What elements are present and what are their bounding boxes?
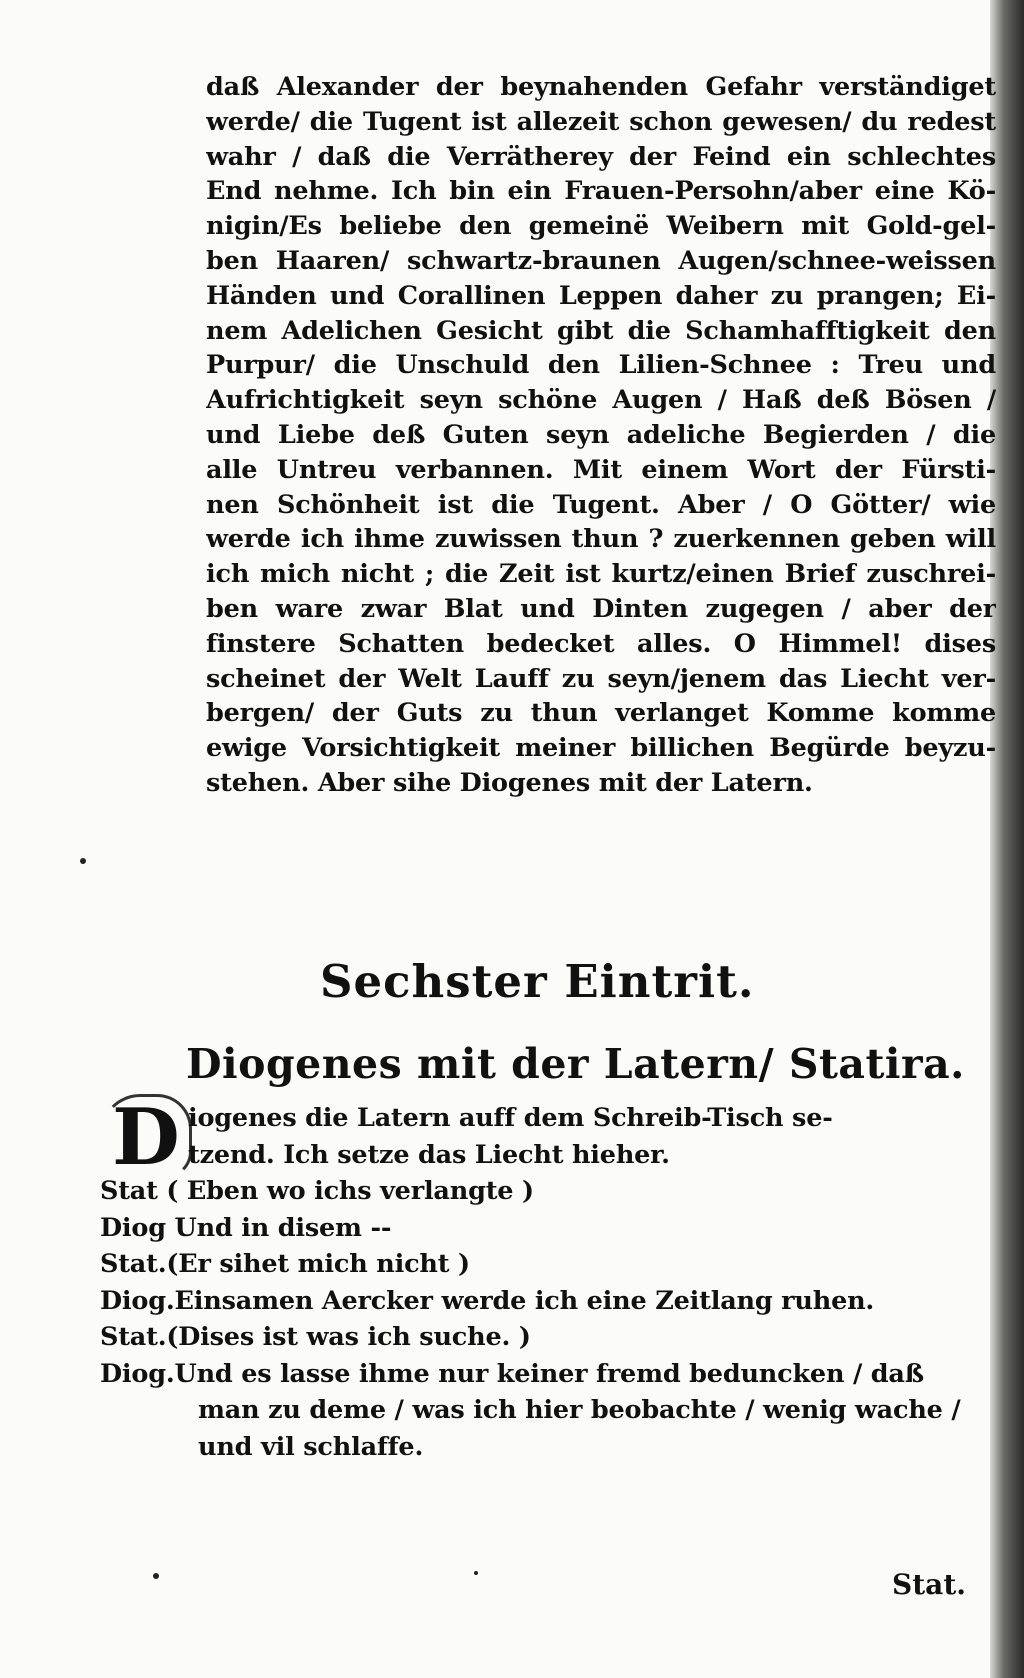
dialogue-text: Und es lasse ihme nur keiner fremd beduncken / daß	[174, 1358, 924, 1389]
dialogue-line	[100, 1283, 1000, 1320]
dialogue-line	[100, 1210, 1000, 1247]
dialogue-line	[100, 1319, 1000, 1356]
ink-speck	[474, 1571, 478, 1575]
text-line: wahr / daß die Verrätherey der Feind ein schlechtes	[206, 141, 996, 172]
text-line: und Liebe deß Guten seyn adeliche Begierden / die	[206, 419, 996, 450]
text-line: stehen. Aber sihe Diogenes mit der Latern.	[206, 767, 813, 798]
speaker-name: Stat.	[100, 1249, 167, 1279]
catchword: Stat.	[892, 1568, 966, 1601]
text-line: finstere Schatten bedecket alles. O Himmel! dises	[206, 628, 996, 659]
text-line: Purpur/ die Unschuld den Lilien-Schnee : Treu und	[206, 350, 996, 381]
dialogue-continuation-line: und vil schlaffe.	[198, 1431, 424, 1462]
text-line: werde ich ihme zuwissen thun ? zuerkennen geben will	[206, 524, 996, 555]
speaker-name: Diog.	[100, 1358, 175, 1389]
monologue-text-block	[206, 70, 996, 801]
dialogue-line	[100, 1173, 1000, 1210]
dialogue-text: Und in disem --	[174, 1212, 392, 1243]
ink-speck	[80, 858, 86, 864]
scene-heading: Sechster Eintrit.	[320, 955, 755, 1008]
dialogue-continuation-line: man zu deme / was ich hier beobachte / wenig wache /	[198, 1395, 961, 1425]
dialogue-text: (Dises ist was ich suche. )	[166, 1322, 531, 1352]
text-line: ben Haaren/ schwartz-braunen Augen/schnee-weissen	[206, 245, 996, 276]
dialogue-block	[100, 1092, 1000, 1465]
text-line: ben ware zwar Blat und Dinten zugegen / aber der	[206, 593, 996, 624]
text-line: Aufrichtigkeit seyn schöne Augen / Haß deß Bösen /	[206, 385, 996, 416]
speaker-name: Diog	[100, 1212, 166, 1243]
text-line: nem Adelichen Gesicht gibt die Schamhafftigkeit den	[206, 315, 996, 346]
decorative-initial: D	[112, 1092, 180, 1183]
text-line: nen Schönheit ist die Tugent. Aber / O Götter/ wie	[206, 489, 996, 520]
ink-speck	[153, 1573, 159, 1579]
stage-direction-line: iogenes die Latern auff dem Schreib-Tisch se-	[188, 1103, 833, 1133]
dialogue-line	[100, 1356, 1000, 1393]
speaker-name: Stat.	[100, 1322, 167, 1352]
speaker-name: Diog.	[100, 1285, 175, 1316]
text-line: daß Alexander der beynahenden Gefahr verständiget	[206, 72, 996, 102]
text-line: scheinet der Welt Lauff zu seyn/jenem das Liecht ver-	[206, 663, 996, 694]
cast-heading: Diogenes mit der Latern/ Statira.	[186, 1040, 965, 1088]
text-line: bergen/ der Guts zu thun verlanget Komme komme	[206, 698, 996, 729]
dialogue-text: (Er sihet mich nicht )	[166, 1249, 470, 1279]
text-line: End nehme. Ich bin ein Frauen-Persohn/aber eine Kö-	[206, 176, 996, 207]
dialogue-text: ( Eben wo ichs verlangte )	[166, 1176, 534, 1206]
text-line: alle Untreu verbannen. Mit einem Wort der Fürsti-	[206, 454, 996, 485]
stage-direction-line: tzend. Ich setze das Liecht hieher.	[188, 1139, 670, 1170]
text-line: ewige Vorsichtigkeit meiner billichen Begürde beyzu-	[206, 733, 996, 764]
text-line: Händen und Corallinen Leppen daher zu prangen; Ei-	[206, 280, 996, 311]
dialogue-text: Einsamen Aercker werde ich eine Zeitlang ruhen.	[174, 1285, 875, 1316]
text-line: werde/ die Tugent ist allezeit schon gewesen/ du redest	[206, 106, 996, 137]
dialogue-line	[100, 1246, 1000, 1283]
speaker-name: Stat	[100, 1176, 158, 1206]
text-line: nigin/Es beliebe den gemeinë Weibern mit Gold-gel-	[206, 211, 996, 242]
text-line: ich mich nicht ; die Zeit ist kurtz/einen Brief zuschrei-	[206, 559, 996, 590]
